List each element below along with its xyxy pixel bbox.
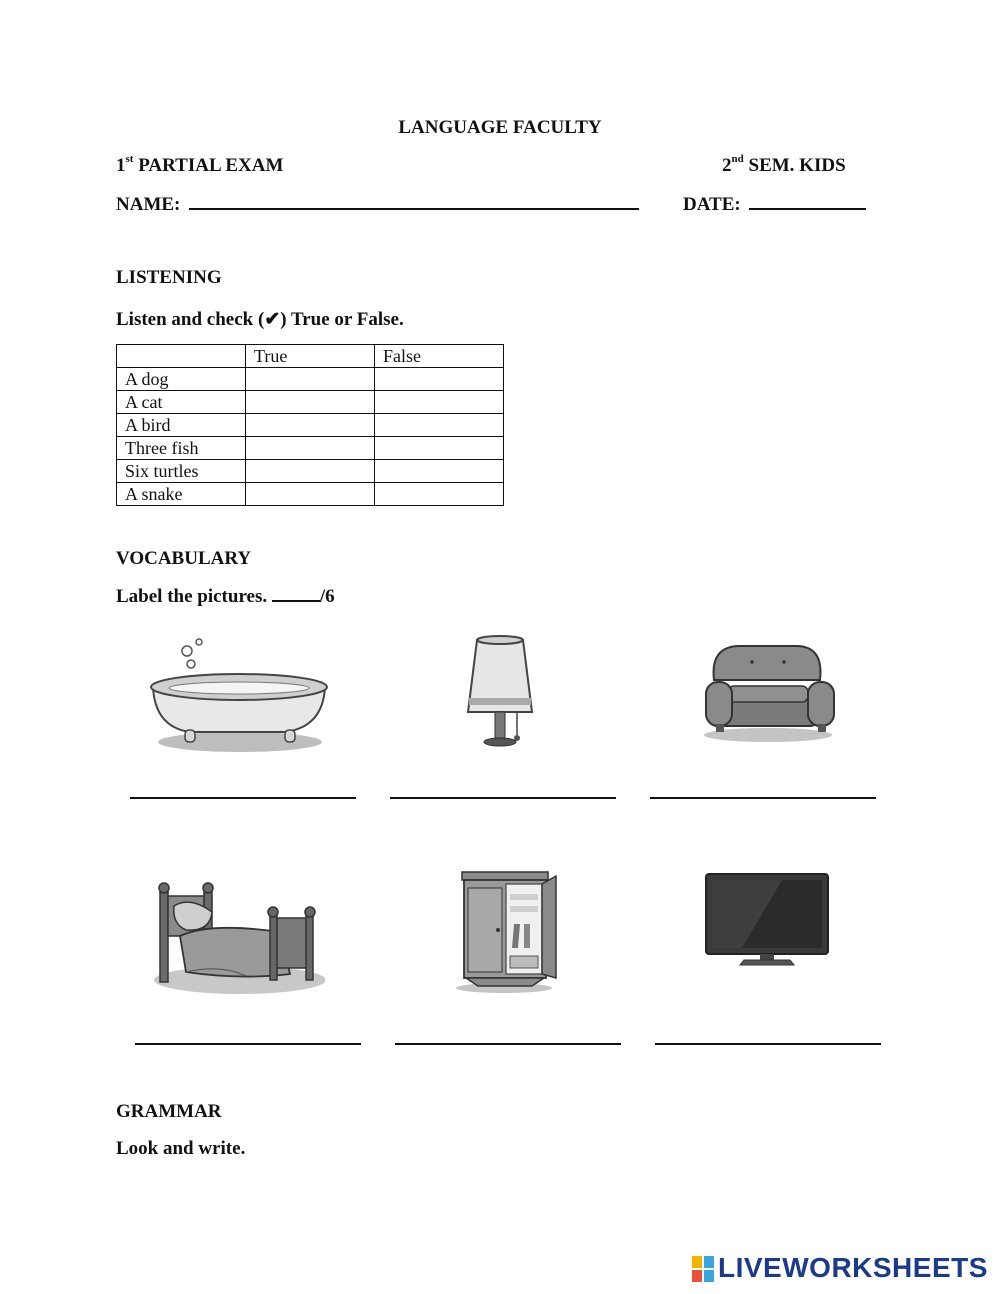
true-cell[interactable] — [246, 460, 375, 483]
page-title: LANGUAGE FACULTY — [398, 117, 602, 138]
table-header-cell — [117, 345, 246, 368]
exam-label: 1st PARTIAL EXAM — [116, 152, 284, 176]
false-cell[interactable] — [375, 483, 504, 506]
false-cell[interactable] — [375, 391, 504, 414]
row-label: Six turtles — [117, 460, 246, 483]
row-label: Three fish — [117, 437, 246, 460]
answer-line[interactable] — [135, 1043, 361, 1045]
table-row — [117, 460, 504, 483]
listening-instruction: Listen and check (✔) True or False. — [116, 309, 404, 330]
date-field[interactable] — [749, 192, 866, 210]
date-row — [683, 192, 866, 216]
table-row — [117, 391, 504, 414]
score-blank[interactable] — [272, 586, 320, 602]
table-row — [117, 483, 504, 506]
true-cell[interactable] — [246, 391, 375, 414]
answer-line[interactable] — [390, 797, 616, 799]
armchair-picture — [700, 640, 840, 745]
name-row — [116, 192, 639, 216]
true-cell[interactable] — [246, 437, 375, 460]
true-cell[interactable] — [246, 483, 375, 506]
table-header-false: False — [375, 345, 504, 368]
date-label: DATE: — [683, 194, 741, 215]
true-cell[interactable] — [246, 414, 375, 437]
true-cell[interactable] — [246, 368, 375, 391]
wardrobe-picture — [452, 868, 567, 994]
vocabulary-heading: VOCABULARY — [116, 548, 252, 569]
listening-heading: LISTENING — [116, 267, 222, 288]
bed-picture — [150, 876, 325, 998]
name-field[interactable] — [189, 192, 639, 210]
row-label: A bird — [117, 414, 246, 437]
table-header-row — [117, 345, 504, 368]
answer-line[interactable] — [395, 1043, 621, 1045]
answer-line[interactable] — [130, 797, 356, 799]
true-false-table — [116, 344, 504, 506]
grammar-heading: GRAMMAR — [116, 1101, 222, 1122]
liveworksheets-logo: LIVEWORKSHEETS — [718, 1252, 988, 1283]
tv-picture — [702, 870, 832, 970]
false-cell[interactable] — [375, 414, 504, 437]
row-label: A snake — [117, 483, 246, 506]
lamp-picture — [460, 632, 540, 752]
row-label: A dog — [117, 368, 246, 391]
liveworksheets-logo-icon — [692, 1256, 714, 1282]
grammar-instruction: Look and write. — [116, 1138, 246, 1159]
answer-line[interactable] — [655, 1043, 881, 1045]
false-cell[interactable] — [375, 437, 504, 460]
name-label: NAME: — [116, 194, 181, 215]
false-cell[interactable] — [375, 368, 504, 391]
table-row — [117, 414, 504, 437]
table-row — [117, 437, 504, 460]
table-header-true: True — [246, 345, 375, 368]
semester-label: 2nd SEM. KIDS — [722, 152, 846, 176]
bathtub-picture — [145, 632, 330, 757]
table-row — [117, 368, 504, 391]
answer-line[interactable] — [650, 797, 876, 799]
false-cell[interactable] — [375, 460, 504, 483]
vocabulary-instruction: Label the pictures. /6 — [116, 586, 335, 607]
row-label: A cat — [117, 391, 246, 414]
